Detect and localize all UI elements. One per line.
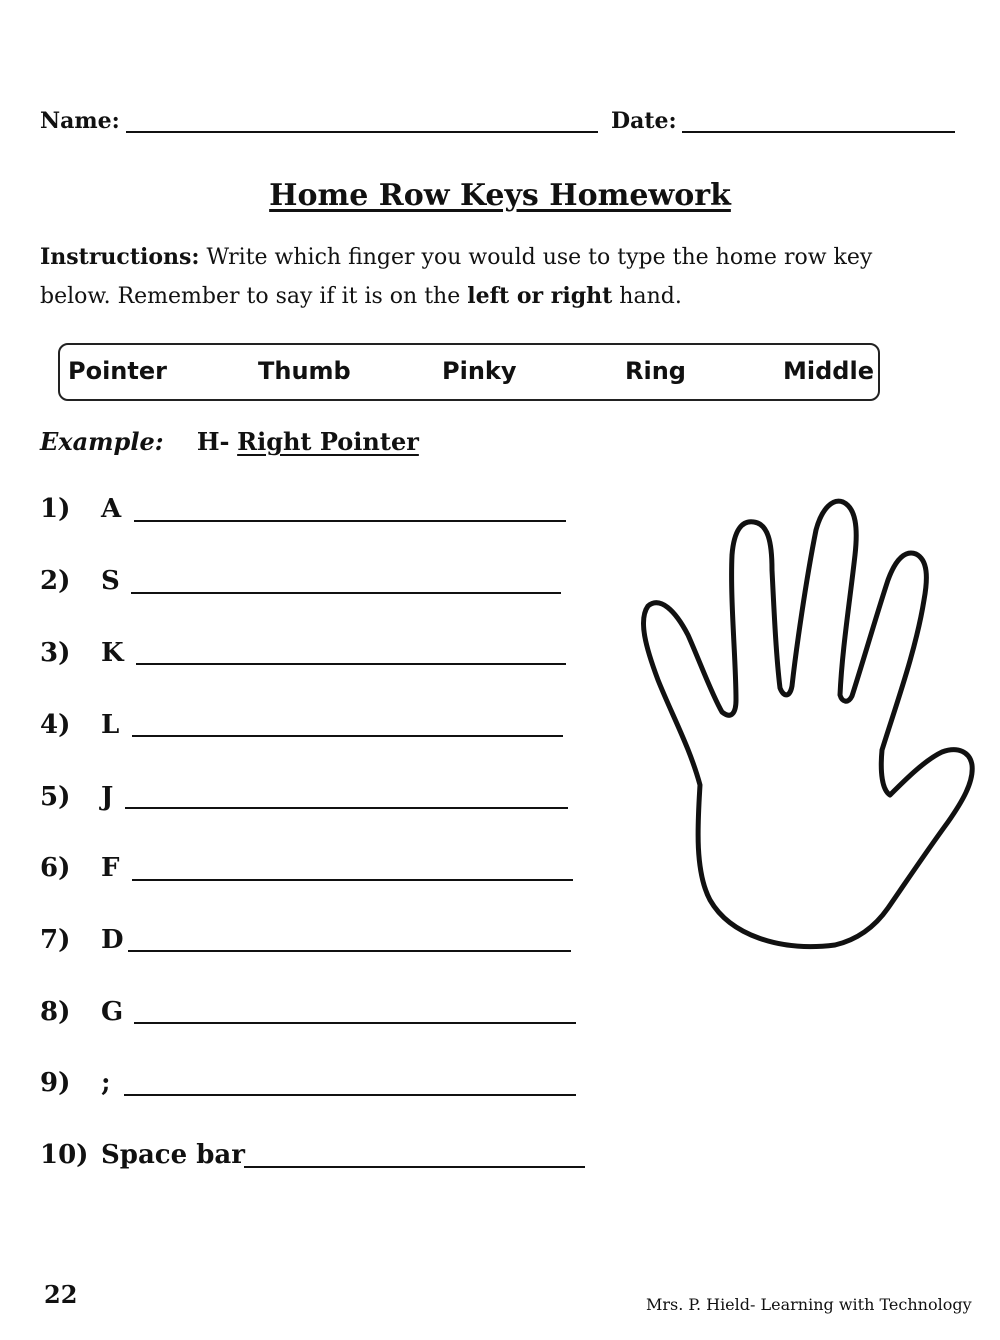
instructions-emphasis: left or right <box>467 283 613 309</box>
instructions-text-2: hand. <box>619 284 682 309</box>
answer-line[interactable] <box>134 520 566 522</box>
example <box>40 427 419 456</box>
instructions <box>40 238 920 316</box>
question-key: D <box>101 925 124 955</box>
answer-line[interactable] <box>134 1022 576 1024</box>
question-key: L <box>101 710 120 740</box>
question-number: 2) <box>40 566 71 596</box>
example-key: H- <box>196 427 230 456</box>
question-key: A <box>101 494 122 524</box>
name-label: Name: <box>40 108 120 134</box>
question-key: J <box>101 782 114 812</box>
word-bank-middle: Middle <box>783 357 874 385</box>
page-number: 22 <box>44 1280 78 1309</box>
answer-line[interactable] <box>124 1094 576 1096</box>
question-key: Space bar <box>101 1140 245 1170</box>
question-key: K <box>101 638 124 668</box>
question-key: ; <box>101 1068 111 1098</box>
date-field[interactable] <box>682 131 955 133</box>
answer-line[interactable] <box>136 663 566 665</box>
answer-line[interactable] <box>131 592 561 594</box>
example-answer: Right Pointer <box>237 427 419 456</box>
name-field[interactable] <box>126 131 598 133</box>
question-number: 8) <box>40 997 71 1027</box>
word-bank-pointer: Pointer <box>68 357 167 385</box>
footer-credit: Mrs. P. Hield- Learning with Technology <box>646 1295 972 1314</box>
word-bank-pinky: Pinky <box>442 357 517 385</box>
date-label: Date: <box>611 108 677 134</box>
example-label: Example: <box>40 427 164 456</box>
question-number: 10) <box>40 1140 89 1170</box>
answer-line[interactable] <box>125 807 568 809</box>
word-bank-thumb: Thumb <box>258 357 351 385</box>
question-number: 3) <box>40 638 71 668</box>
page-title: Home Row Keys Homework <box>269 178 731 213</box>
question-key: F <box>101 853 120 883</box>
answer-line[interactable] <box>244 1166 585 1168</box>
instructions-label: Instructions: <box>40 244 200 270</box>
question-number: 5) <box>40 782 71 812</box>
question-number: 6) <box>40 853 71 883</box>
question-number: 7) <box>40 925 71 955</box>
word-bank <box>58 343 880 401</box>
question-key: S <box>101 566 120 596</box>
answer-line[interactable] <box>132 879 573 881</box>
hand-outline-icon <box>630 490 990 960</box>
question-number: 4) <box>40 710 71 740</box>
question-number: 9) <box>40 1068 71 1098</box>
answer-line[interactable] <box>128 950 571 952</box>
question-number: 1) <box>40 494 71 524</box>
answer-line[interactable] <box>132 735 563 737</box>
instructions-text-1: Write which finger you would use to type the home row key below. Remember to say if it is on the <box>40 245 873 309</box>
question-key: G <box>101 997 124 1027</box>
word-bank-ring: Ring <box>625 357 686 385</box>
